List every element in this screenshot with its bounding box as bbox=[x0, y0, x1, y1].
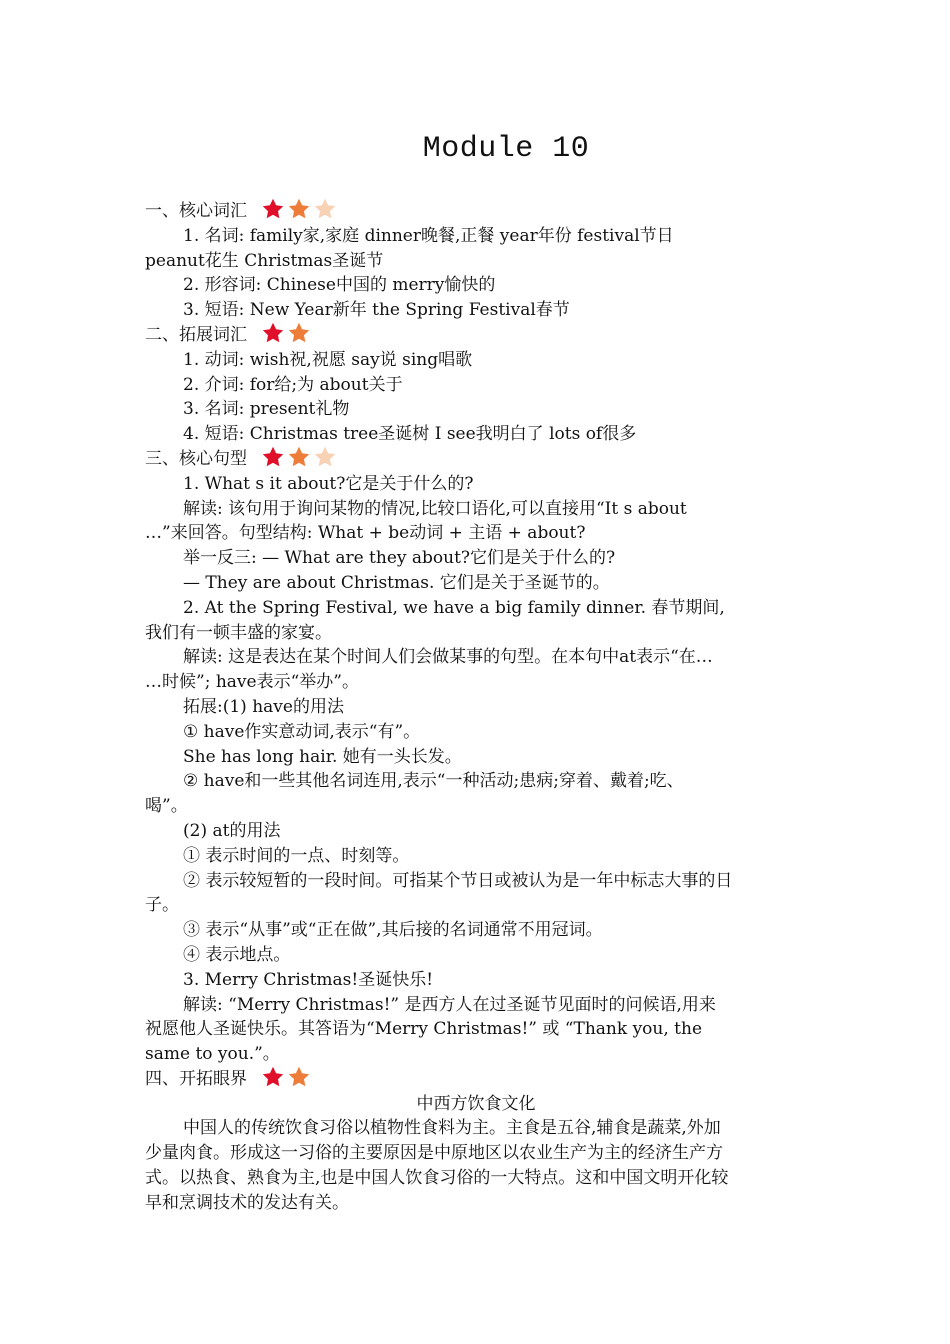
rating-stars bbox=[261, 447, 337, 471]
rating-stars bbox=[261, 323, 311, 347]
text-line: She has long hair. 她有一头长发。 bbox=[183, 746, 462, 767]
star-icon bbox=[287, 197, 311, 221]
text-line: 4. 短语: Christmas tree圣诞树 I see我明白了 lots of很多 bbox=[183, 424, 637, 445]
text-line: 举一反三: — What are they about?它们是关于什么的? bbox=[183, 548, 616, 569]
star-icon bbox=[313, 197, 337, 221]
text-line: 3. 短语: New Year新年 the Spring Festival春节 bbox=[183, 300, 570, 321]
text-line: 1. 名词: family家,家庭 dinner晚餐,正餐 year年份 festival节日 bbox=[183, 225, 674, 246]
text-line: (2) at的用法 bbox=[183, 820, 281, 841]
text-line: 2. 形容词: Chinese中国的 merry愉快的 bbox=[183, 275, 496, 296]
reading-title: 中西方饮食文化 bbox=[416, 1093, 536, 1114]
star-icon bbox=[261, 445, 285, 469]
text-line: ④ 表示地点。 bbox=[183, 944, 291, 965]
text-line: 2. 介词: for给;为 about关于 bbox=[183, 374, 403, 395]
text-line: 解读: “Merry Christmas!” 是西方人在过圣诞节见面时的问候语,用来 bbox=[183, 994, 716, 1015]
section-heading-broaden-horizons bbox=[145, 1067, 807, 1092]
text-line: 1. 动词: wish祝,祝愿 say说 sing唱歌 bbox=[183, 349, 473, 370]
text-line: 解读: 这是表达在某个时间人们会做某事的句型。在本句中at表示“在… bbox=[183, 647, 713, 668]
text-line: — They are about Christmas. 它们是关于圣诞节的。 bbox=[183, 572, 610, 593]
text-line: ② 表示较短暂的一段时间。可指某个节日或被认为是一年中标志大事的日 bbox=[183, 870, 733, 891]
section-label: 一、核心词汇 bbox=[145, 201, 247, 221]
document-body bbox=[145, 199, 807, 1216]
star-icon bbox=[313, 445, 337, 469]
text-line: 式。以热食、熟食为主,也是中国人饮食习俗的一大特点。这和中国文明开化较 bbox=[145, 1168, 729, 1189]
text-line: same to you.”。 bbox=[145, 1044, 280, 1065]
section-heading-extended-vocab bbox=[145, 323, 807, 348]
text-line: 3. 名词: present礼物 bbox=[183, 399, 350, 420]
section-heading-core-vocab bbox=[145, 199, 807, 224]
text-line: 少量肉食。形成这一习俗的主要原因是中原地区以农业生产为主的经济生产方 bbox=[145, 1143, 723, 1164]
star-icon bbox=[287, 445, 311, 469]
rating-stars bbox=[261, 1067, 311, 1091]
section-label: 四、开拓眼界 bbox=[145, 1068, 247, 1089]
text-line: 拓展:(1) have的用法 bbox=[183, 696, 344, 717]
text-line: 祝愿他人圣诞快乐。其答语为“Merry Christmas!” 或 “Thank you, the bbox=[145, 1019, 703, 1040]
section-label: 二、拓展词汇 bbox=[145, 324, 247, 345]
text-line: 2. At the Spring Festival, we have a big family dinner. 春节期间, bbox=[183, 597, 725, 618]
text-line: 早和烹调技术的发达有关。 bbox=[145, 1192, 349, 1213]
text-line: ③ 表示“从事”或“正在做”,其后接的名词通常不用冠词。 bbox=[183, 920, 603, 941]
text-line: ① 表示时间的一点、时刻等。 bbox=[183, 845, 410, 866]
star-icon bbox=[287, 1065, 311, 1089]
star-icon bbox=[287, 321, 311, 345]
star-icon bbox=[261, 1065, 285, 1089]
text-line: peanut花生 Christmas圣诞节 bbox=[145, 250, 384, 271]
section-label: 三、核心句型 bbox=[145, 448, 247, 469]
text-line: 1. What s it about?它是关于什么的? bbox=[183, 473, 474, 494]
text-line: 3. Merry Christmas!圣诞快乐! bbox=[183, 969, 434, 990]
star-icon bbox=[261, 197, 285, 221]
text-line: 我们有一顿丰盛的家宴。 bbox=[145, 622, 332, 643]
text-line: 中国人的传统饮食习俗以植物性食料为主。主食是五谷,辅食是蔬菜,外加 bbox=[183, 1118, 721, 1139]
text-line: 喝”。 bbox=[145, 796, 188, 817]
section-heading-core-sentences bbox=[145, 447, 807, 472]
text-line: …”来回答。句型结构: What + be动词 + 主语 + about? bbox=[145, 523, 586, 544]
rating-stars bbox=[261, 199, 337, 223]
page-title: Module 10 bbox=[422, 132, 590, 166]
text-line: ① have作实意动词,表示“有”。 bbox=[183, 721, 421, 742]
text-line: 子。 bbox=[145, 895, 179, 916]
text-line: …时候”; have表示“举办”。 bbox=[145, 672, 359, 693]
star-icon bbox=[261, 321, 285, 345]
text-line: ② have和一些其他名词连用,表示“一种活动;患病;穿着、戴着;吃、 bbox=[183, 771, 684, 792]
text-line: 解读: 该句用于询问某物的情况,比较口语化,可以直接用“It s about bbox=[183, 498, 687, 519]
